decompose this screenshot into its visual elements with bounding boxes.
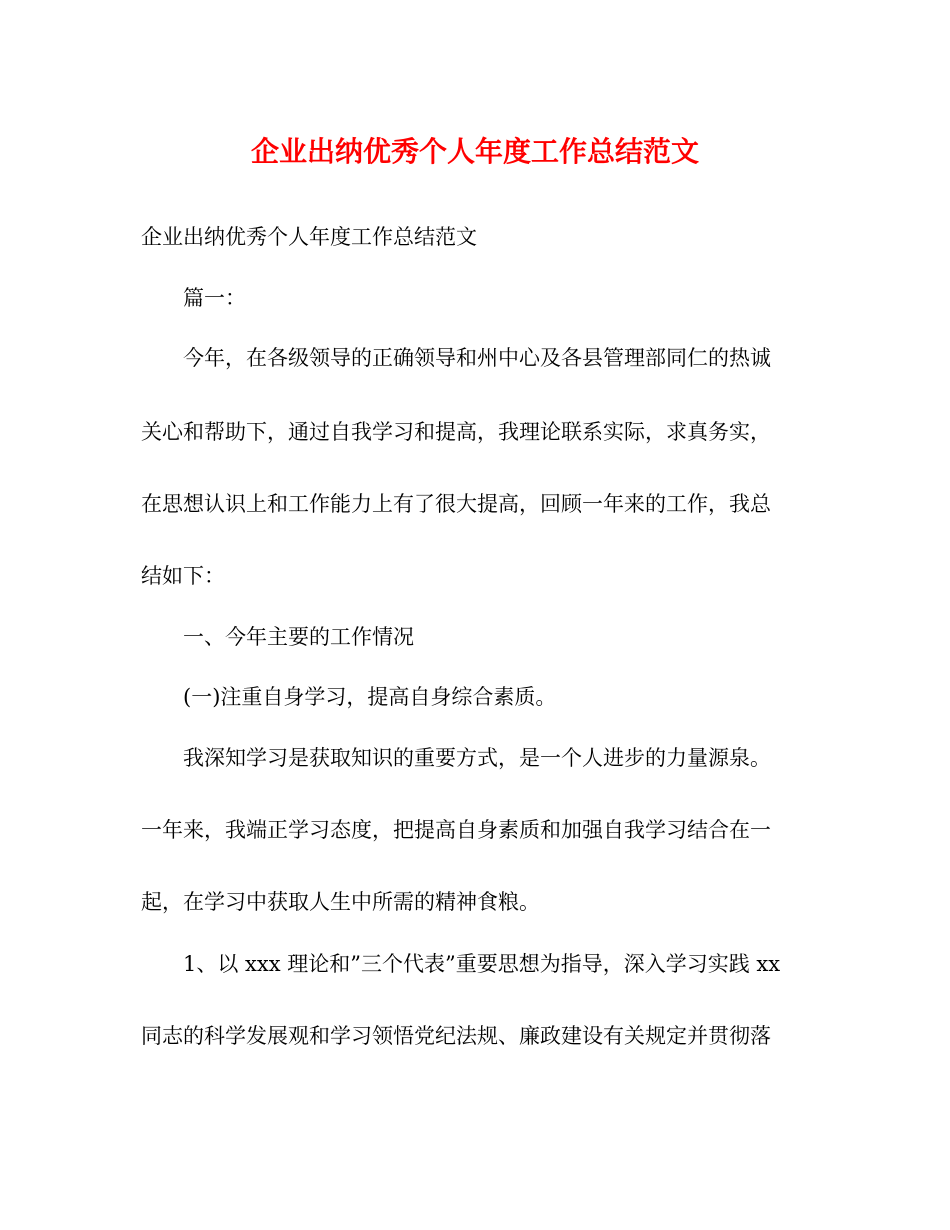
heading-line: 一、今年主要的工作情况 bbox=[183, 625, 414, 649]
paragraph-line: 同志的科学发展观和学习领悟党纪法规、廉政建设有关规定并贯彻落 bbox=[141, 1024, 771, 1048]
paragraph-line: 在思想认识上和工作能力上有了很大提高，回顾一年来的工作，我总 bbox=[141, 492, 771, 516]
paragraph-line: 结如下： bbox=[141, 564, 225, 588]
paragraph-line: 今年，在各级领导的正确领导和州中心及各县管理部同仁的热诚 bbox=[183, 346, 771, 370]
subtitle-line: 企业出纳优秀个人年度工作总结范文 bbox=[141, 225, 477, 249]
paragraph-line: 起，在学习中获取人生中所需的精神食粮。 bbox=[141, 890, 540, 914]
paragraph-line: 我深知学习是获取知识的重要方式，是一个人进步的力量源泉。 bbox=[183, 746, 771, 770]
document-title: 企业出纳优秀个人年度工作总结范文 bbox=[250, 135, 699, 168]
paragraph-line: 一年来，我端正学习态度，把提高自身素质和加强自我学习结合在一 bbox=[141, 818, 771, 842]
paragraph-line: 关心和帮助下，通过自我学习和提高，我理论联系实际，求真务实， bbox=[141, 420, 771, 444]
paragraph-line: 1、以 xxx 理论和”三个代表”重要思想为指导，深入学习实践 xx bbox=[183, 952, 781, 976]
section-label: 篇一： bbox=[183, 286, 246, 310]
subheading-line: (一)注重自身学习，提高自身综合素质。 bbox=[183, 685, 557, 709]
